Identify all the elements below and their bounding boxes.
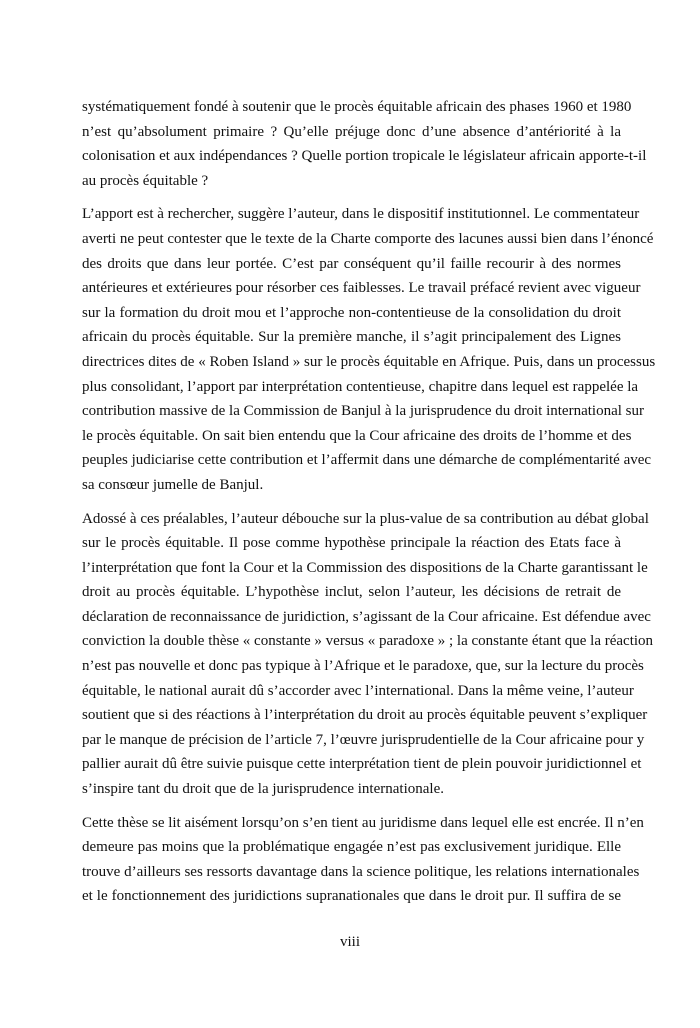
text-line: le procès équitable. On sait bien entendu que la Cour africaine des droits de l’homme et des	[82, 427, 632, 444]
text-line: par le manque de précision de l’article 7, l’œuvre jurisprudentielle de la Cour africaine pour y	[82, 731, 645, 748]
paragraph	[82, 507, 654, 802]
text-line: des droits que dans leur portée. C’est par conséquent qu’il faille recourir à des normes	[82, 255, 621, 272]
text-line: équitable, le national aurait dû s’accorder avec l’international. Dans la même veine, l’auteur	[82, 682, 634, 699]
text-line: déclaration de reconnaissance de juridiction, s’agissant de la Cour africaine. Est défendue avec	[82, 608, 651, 625]
text-line: sur le procès équitable. Il pose comme hypothèse principale la réaction des Etats face à	[82, 535, 621, 552]
text-line: directrices dites de « Roben Island » sur le procès équitable en Afrique. Puis, dans un processus	[82, 353, 656, 370]
page-number: viii	[339, 934, 360, 950]
text-line: s’inspire tant du droit que de la jurisprudence internationale.	[82, 781, 444, 798]
text-line: droit au procès équitable. L’hypothèse inclut, selon l’auteur, les décisions de retrait de	[82, 584, 621, 601]
text-line: antérieures et extérieures pour résorber ces faiblesses. Le travail préfacé revient avec vigueur	[82, 280, 641, 297]
page-body	[82, 95, 656, 918]
text-line: averti ne peut contester que le texte de la Charte comporte des lacunes aussi bien dans l’énoncé	[82, 230, 654, 247]
text-line: Adossé à ces préalables, l’auteur débouche sur la plus-value de sa contribution au débat global	[82, 510, 649, 527]
text-line: n’est qu’absolument primaire ? Qu’elle préjuge donc d’une absence d’antériorité à la	[82, 123, 621, 140]
text-line: plus consolidant, l’apport par interprétation contentieuse, chapitre dans lequel est rappelée la	[82, 378, 639, 395]
text-line: soutient que si des réactions à l’interprétation du droit au procès équitable peuvent s’expliquer	[82, 707, 648, 724]
text-line: l’interprétation que font la Cour et la Commission des dispositions de la Charte garantissant le	[82, 559, 648, 576]
text-line: et le fonctionnement des juridictions supranationales que dans le droit pur. Il suffira de se	[82, 888, 621, 905]
text-line: sa consœur jumelle de Banjul.	[82, 476, 264, 493]
text-line: au procès équitable ?	[82, 172, 209, 189]
text-line: systématiquement fondé à soutenir que le procès équitable africain des phases 1960 et 1980	[82, 99, 632, 115]
text-line: sur la formation du droit mou et l’approche non-contentieuse de la consolidation du droit	[82, 304, 621, 321]
text-line: L’apport est à rechercher, suggère l’auteur, dans le dispositif institutionnel. Le commentateur	[82, 206, 640, 223]
text-line: Cette thèse se lit aisément lorsqu’on s’en tient au juridisme dans lequel elle est encrée. Il n’en	[82, 814, 644, 831]
text-line: colonisation et aux indépendances ? Quelle portion tropicale le législateur africain apporte-t-il	[82, 148, 647, 165]
text-line: pallier aurait dû être suivie puisque cette interprétation tient de plein pouvoir juridictionnel et	[82, 756, 642, 773]
paragraph	[82, 95, 647, 193]
text-line: demeure pas moins que la problématique engagée n’est pas exclusivement juridique. Elle	[82, 839, 621, 856]
text-line: conviction la double thèse « constante » versus « paradoxe » ; la constante étant que la réaction	[82, 633, 654, 650]
text-line: contribution massive de la Commission de Banjul à la jurisprudence du droit international sur	[82, 403, 644, 420]
text-line: trouve d’ailleurs ses ressorts davantage dans la science politique, les relations internationales	[82, 863, 640, 880]
text-line: peuples judiciarise cette contribution et l’affermit dans une démarche de complémentarité avec	[82, 452, 652, 469]
paragraph	[82, 202, 656, 497]
text-line: africain du procès équitable. Sur la première manche, il s’agit principalement des Lignes	[82, 329, 621, 346]
text-line: n’est pas nouvelle et donc pas typique à l’Afrique et le paradoxe, que, sur la lecture du procès	[82, 658, 644, 675]
paragraph	[82, 811, 644, 909]
